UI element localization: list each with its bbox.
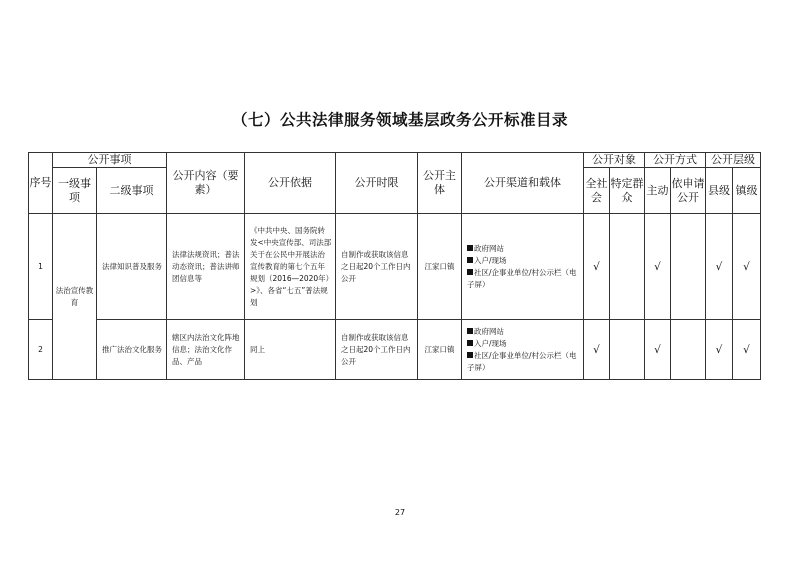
row-content: 辖区内法治文化阵地信息；法治文化作品、产品 [167,320,245,380]
square-bullet-icon [467,269,473,275]
row-channels [462,214,584,320]
row-time-limit: 自制作或获取该信息之日起20个工作日内公开 [336,320,418,380]
row-channels [462,320,584,380]
channel-item: 社区/企事业单位/村公示栏（电子屏） [467,350,577,372]
row-level-town: √ [733,214,761,320]
channel-item: 社区/企事业单位/村公示栏（电子屏） [467,267,577,289]
header-target-all: 全社会 [584,168,610,214]
header-level-town: 镇级 [733,168,761,214]
row-level-town: √ [733,320,761,380]
table-row [29,214,761,320]
header-method-apply: 依申请公开 [671,168,706,214]
header-seq: 序号 [29,153,53,214]
row-method-apply [671,320,706,380]
page-title: （七）公共法律服务领域基层政务公开标准目录 [231,110,568,129]
row-method-apply [671,214,706,320]
table-row [29,320,761,380]
header-item-group: 公开事项 [53,153,167,168]
header-time-limit: 公开时限 [336,153,418,214]
header-level1: 一级事项 [53,168,97,214]
channel-item: 政府网站 [467,326,580,338]
header-basis: 公开依据 [245,153,336,214]
row-target-all: √ [584,320,610,380]
row-level2: 法律知识普及服务 [97,214,167,320]
square-bullet-icon [467,352,473,358]
page-number: 27 [394,508,406,517]
row-method-active: √ [645,214,671,320]
row-method-active: √ [645,320,671,380]
row-time-limit: 自制作或获取该信息之日起20个工作日内公开 [336,214,418,320]
channel-item: 政府网站 [467,243,580,255]
square-bullet-icon [467,257,473,263]
square-bullet-icon [467,340,473,346]
row-seq: 2 [29,320,53,380]
row-content: 法律法规资讯；普法动态资讯；普法讲师团信息等 [167,214,245,320]
row-target-all: √ [584,214,610,320]
level1-item: 法治宣传教育 [53,214,97,380]
header-content: 公开内容（要素） [167,153,245,214]
row-level-county: √ [706,320,733,380]
row-seq: 1 [29,214,53,320]
row-level-county: √ [706,214,733,320]
row-subject: 江家口镇 [418,214,462,320]
header-subject: 公开主体 [418,153,462,214]
header-method-group: 公开方式 [645,153,706,168]
header-channel: 公开渠道和载体 [462,153,584,214]
row-target-specific [610,214,645,320]
header-level-group: 公开层级 [706,153,761,168]
square-bullet-icon [467,328,473,334]
square-bullet-icon [467,245,473,251]
row-basis: 《中共中央、国务院转发<中央宣传部、司法部关于在公民中开展法治宣传教育的第七个五年规划（2016—2020年）>》、各省“七五”普法规划 [245,214,336,320]
row-level2: 推广法治文化服务 [97,320,167,380]
header-target-specific: 特定群众 [610,168,645,214]
channel-item: 入户/现场 [467,338,580,350]
row-target-specific [610,320,645,380]
header-target-group: 公开对象 [584,153,645,168]
channel-item: 入户/现场 [467,255,580,267]
disclosure-standard-table [28,152,761,380]
row-subject: 江家口镇 [418,320,462,380]
row-basis: 同上 [245,320,336,380]
header-method-active: 主动 [645,168,671,214]
header-level2: 二级事项 [97,168,167,214]
header-level-county: 县级 [706,168,733,214]
